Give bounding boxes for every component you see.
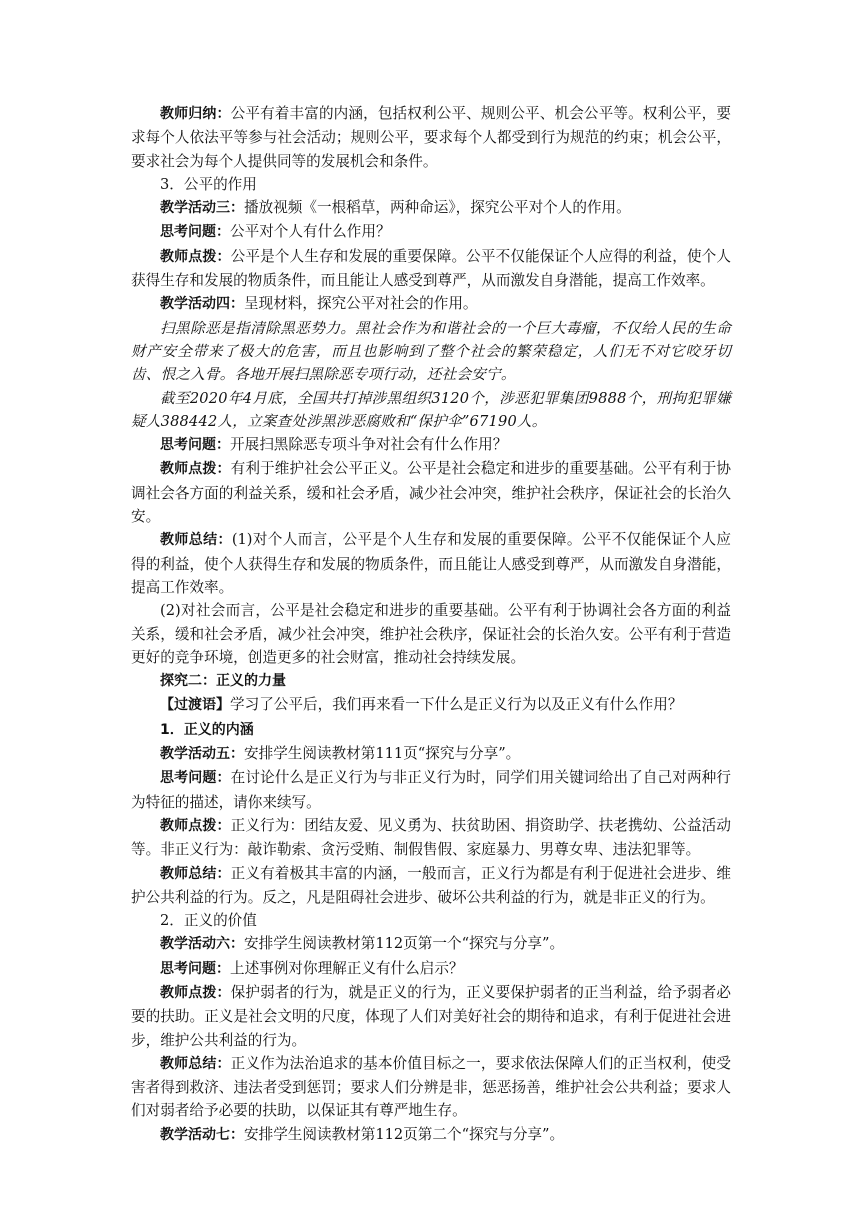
paragraph-hint-2 <box>131 457 731 528</box>
paragraph-text: 安排学生阅读教材第112页第一个“探究与分享”。 <box>244 935 565 953</box>
paragraph-label: 教学活动七： <box>160 1126 244 1143</box>
paragraph-text: 保护弱者的行为，就是正义的行为，正义要保护弱者的正当利益，给予弱者必要的扶助。正义是社会文明的尺度，体现了人们对美好社会的期待和追求，有利于促进社会进步，维护公共利益的行为。 <box>131 983 731 1049</box>
section-heading-fairness-role <box>131 173 731 196</box>
paragraph-teacher-summary-1 <box>131 102 731 173</box>
paragraph-question-1 <box>131 220 731 244</box>
paragraph-label: 【过渡语】 <box>160 697 230 714</box>
paragraph-conclusion-4 <box>131 1052 731 1123</box>
paragraph-activity-5 <box>131 742 731 766</box>
paragraph-question-3 <box>131 766 731 814</box>
paragraph-label: 教师总结： <box>160 865 231 882</box>
paragraph-label: 教师总结： <box>160 532 232 549</box>
paragraph-label: 思考问题： <box>160 960 230 977</box>
paragraph-conclusion-1 <box>131 528 731 599</box>
paragraph-hint-3 <box>131 814 731 862</box>
material-paragraph-2 <box>131 387 731 434</box>
paragraph-text: 播放视频《一根稻草，两种命运》，探究公平对个人的作用。 <box>244 199 631 217</box>
paragraph-text: (2)对社会而言，公平是社会稳定和进步的重要基础。公平有利于协调社会各方面的利益关系，缓和社会矛盾，减少社会冲突，维护社会秩序，保证社会的长治久安。公平有利于营造更好的竞争环境，创造更多的社会财富，推动社会持续发展。 <box>131 602 731 666</box>
paragraph-label: 教学活动六： <box>160 936 244 953</box>
heading-text: 2．正义的价值 <box>160 912 257 930</box>
paragraph-label: 教师点拨： <box>160 817 231 834</box>
paragraph-text: 公平是个人生存和发展的重要保障。公平不仅能保证个人应得的利益，使个人获得生存和发展的物质条件，而且能让人感受到尊严，从而激发自身潜能，提高工作效率。 <box>131 247 731 290</box>
heading-text: 3．公平的作用 <box>160 175 257 193</box>
paragraph-conclusion-2 <box>131 599 731 669</box>
document-body <box>131 102 731 1147</box>
paragraph-text: 安排学生阅读教材第112页第二个“探究与分享”。 <box>244 1125 565 1143</box>
paragraph-text: 学习了公平后，我们再来看一下什么是正义行为以及正义有什么作用？ <box>230 696 683 714</box>
material-text: 扫黑除恶是指清除黑恶势力。黑社会作为和谐社会的一个巨大毒瘤，不仅给人民的生命财产安全带来了极大的危害，而且也影响到了整个社会的繁荣稳定，人们无不对它咬牙切齿、恨之入骨。各地开展扫黑除恶专项行动，还社会安宁。 <box>131 319 731 384</box>
paragraph-question-4 <box>131 957 731 981</box>
paragraph-label: 教师总结： <box>160 1055 231 1072</box>
heading-text: 探究二：正义的力量 <box>160 673 286 690</box>
paragraph-label: 教师点拨： <box>160 984 231 1001</box>
paragraph-label: 教师归纳： <box>160 106 231 122</box>
paragraph-text: 正义有着极其丰富的内涵，一般而言，正义行为都是有利于促进社会进步、维护公共利益的行为。反之，凡是阻碍社会进步、破坏公共利益的行为，就是非正义的行为。 <box>131 864 731 906</box>
paragraph-text: (1)对个人而言，公平是个人生存和发展的重要保障。公平不仅能保证个人应得的利益，使个人获得生存和发展的物质条件，而且能让人感受到尊严，从而激发自身潜能，提高工作效率。 <box>131 531 732 596</box>
paragraph-hint-4 <box>131 981 731 1052</box>
paragraph-activity-6 <box>131 932 731 956</box>
paragraph-text: 在讨论什么是正义行为与非正义行为时，同学们用关键词给出了自己对两种行为特征的描述，请你来续写。 <box>131 769 731 811</box>
paragraph-text: 公平有着丰富的内涵，包括权利公平、规则公平、机会公平等。权利公平，要求每个人依法平等参与社会活动；规则公平，要求每个人都受到行为规范的约束；机会公平，要求社会为每个人提供同等的发展机会和条件。 <box>131 105 731 170</box>
paragraph-activity-4 <box>131 292 731 316</box>
paragraph-label: 教学活动四： <box>160 296 244 313</box>
paragraph-text: 有利于维护社会公平正义。公平是社会稳定和进步的重要基础。公平有利于协调社会各方面的利益关系，缓和社会矛盾，减少社会冲突，维护社会秩序，保证社会的长治久安。 <box>131 460 731 526</box>
paragraph-text: 呈现材料，探究公平对社会的作用。 <box>244 295 478 313</box>
paragraph-label: 思考问题： <box>160 224 230 241</box>
section-heading-justice-meaning <box>131 718 731 742</box>
paragraph-text: 公平对个人有什么作用？ <box>230 223 391 241</box>
material-text: 截至2020年4月底，全国共打掉涉黑组织3120个，涉恶犯罪集团9888个，刑拘犯罪嫌疑人388442人，立案查处涉黑涉恶腐败和“保护伞”67190人。 <box>131 389 731 430</box>
paragraph-hint-1 <box>131 245 731 293</box>
paragraph-text: 正义行为：团结友爱、见义勇为、扶贫助困、捐资助学、扶老携幼、公益活动等。非正义行为：敲诈勒索、贪污受贿、制假售假、家庭暴力、男尊女卑、违法犯罪等。 <box>131 816 731 859</box>
paragraph-label: 教学活动五： <box>160 746 244 763</box>
paragraph-text: 安排学生阅读教材第111页“探究与分享”。 <box>244 745 521 763</box>
section-heading-justice-value <box>131 909 731 932</box>
paragraph-question-2 <box>131 433 731 457</box>
paragraph-label: 教师点拨： <box>160 248 231 265</box>
paragraph-conclusion-3 <box>131 862 731 910</box>
paragraph-text: 正义作为法治追求的基本价值目标之一，要求依法保障人们的正当权利，使受害者得到救济、违法者受到惩罚；要求人们分辨是非，惩恶扬善，维护社会公共利益；要求人们对弱者给予必要的扶助，以保证其有尊严地生存。 <box>131 1054 731 1120</box>
paragraph-label: 教师点拨： <box>160 461 231 478</box>
paragraph-label: 思考问题： <box>160 437 230 454</box>
paragraph-activity-3 <box>131 196 731 220</box>
material-paragraph-1 <box>131 317 731 387</box>
paragraph-activity-7 <box>131 1123 731 1147</box>
heading-text: 1．正义的内涵 <box>160 721 254 738</box>
paragraph-label: 教学活动三： <box>160 200 244 217</box>
paragraph-text: 上述事例对你理解正义有什么启示？ <box>230 959 464 977</box>
paragraph-label: 思考问题： <box>160 770 231 787</box>
paragraph-transition <box>131 693 731 717</box>
paragraph-text: 开展扫黑除恶专项斗争对社会有什么作用？ <box>230 436 508 454</box>
section-heading-inquiry-2 <box>131 669 731 693</box>
